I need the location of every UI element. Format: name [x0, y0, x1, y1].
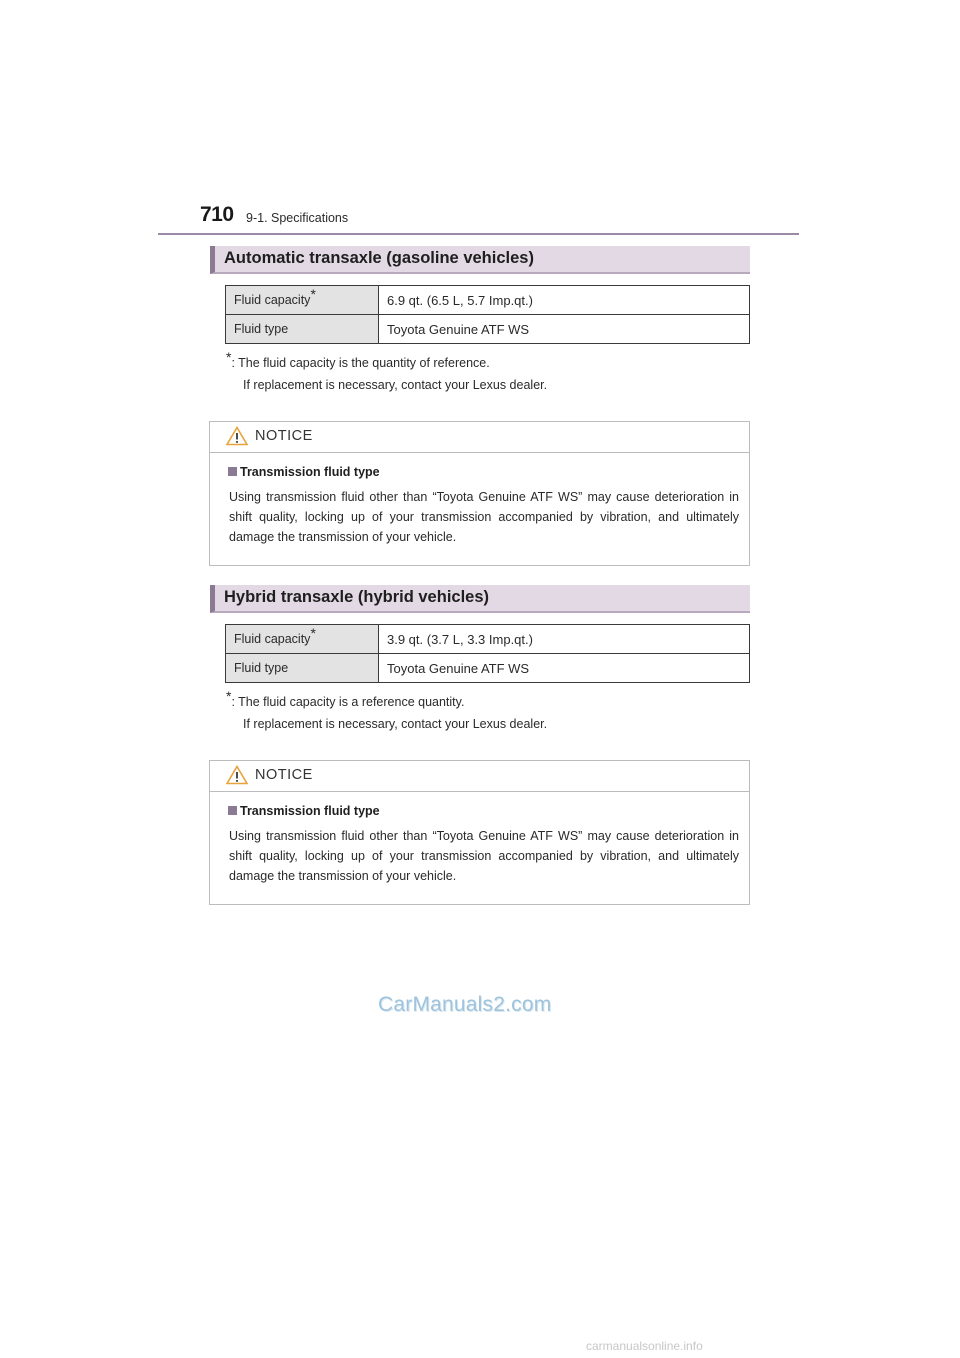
header-rule	[158, 233, 799, 235]
spec-key: Fluid type	[226, 654, 379, 683]
notice-label: NOTICE	[255, 767, 313, 783]
notice-text: Using transmission fluid other than “Toyota Genuine ATF WS” may cause deterioration in shift quality, locking up of your transmission accompanied by vibration, and ultimately damage the transmission of your vehicle.	[229, 490, 739, 544]
footnote-mark: *	[310, 285, 316, 302]
chapter-title: 9-1. Specifications	[246, 211, 349, 225]
notice-text: Using transmission fluid other than “Toyota Genuine ATF WS” may cause deterioration in shift quality, locking up of your transmission accompanied by vibration, and ultimately damage the transmission of your vehicle.	[229, 829, 739, 883]
spec-value: 3.9 qt. (3.7 L, 3.3 Imp.qt.)	[379, 625, 750, 654]
warning-triangle-icon	[226, 765, 248, 785]
table-row	[226, 654, 750, 683]
notice-title: Transmission fluid type	[228, 804, 739, 818]
table-row	[226, 625, 750, 654]
spec-table-hybrid-transaxle	[225, 624, 750, 683]
spec-key: Fluid type	[226, 315, 379, 344]
spec-table-automatic-transaxle	[225, 285, 750, 344]
notice-body	[210, 792, 749, 904]
spec-key: Fluid capacity*	[226, 286, 379, 315]
table-row	[226, 286, 750, 315]
footnote: *: The fluid capacity is a reference quantity. If replacement is necessary, contact your Lexus dealer.	[226, 687, 548, 731]
footnote-mark: *	[310, 624, 316, 641]
spec-key: Fluid capacity*	[226, 625, 379, 654]
section-heading-hybrid-transaxle: Hybrid transaxle (hybrid vehicles)	[210, 585, 750, 613]
site-watermark: carmanualsonline.info	[586, 1339, 703, 1353]
notice-body	[210, 453, 749, 565]
notice-box	[209, 760, 750, 905]
spec-value: Toyota Genuine ATF WS	[379, 654, 750, 683]
notice-title: Transmission fluid type	[228, 465, 739, 479]
warning-triangle-icon	[226, 426, 248, 446]
spec-value: 6.9 qt. (6.5 L, 5.7 Imp.qt.)	[379, 286, 750, 315]
notice-box	[209, 421, 750, 566]
footnote-mark: *	[226, 348, 232, 365]
spec-value: Toyota Genuine ATF WS	[379, 315, 750, 344]
footnote-mark: *	[226, 687, 232, 704]
square-bullet-icon	[228, 806, 237, 815]
notice-label: NOTICE	[255, 428, 313, 444]
watermark: CarManuals2.com	[378, 993, 552, 1016]
square-bullet-icon	[228, 467, 237, 476]
footnote: *: The fluid capacity is the quantity of reference. If replacement is necessary, contact your Lexus dealer.	[226, 348, 548, 392]
notice-header	[210, 422, 749, 453]
page-number: 710	[200, 203, 234, 226]
notice-header	[210, 761, 749, 792]
table-row	[226, 315, 750, 344]
section-heading-automatic-transaxle: Automatic transaxle (gasoline vehicles)	[210, 246, 750, 274]
